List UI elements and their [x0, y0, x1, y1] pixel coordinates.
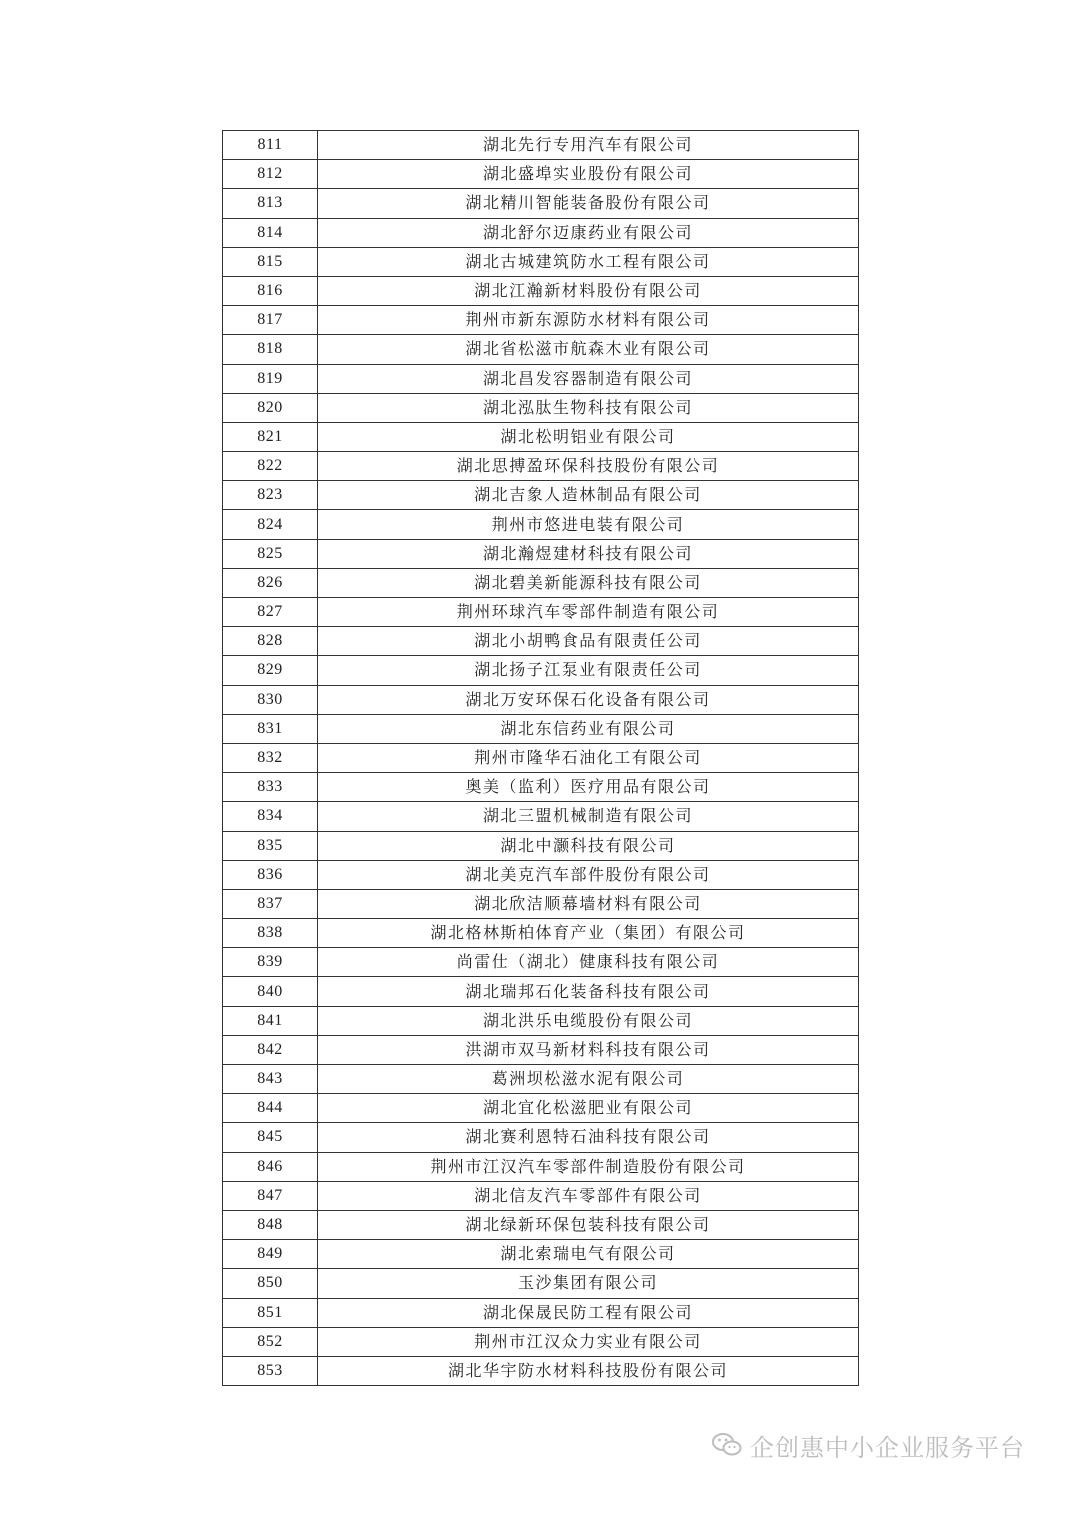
row-number: 832 [223, 743, 318, 772]
table-row [223, 539, 859, 568]
row-number: 826 [223, 568, 318, 597]
company-name: 湖北三盟机械制造有限公司 [318, 802, 859, 831]
table-row [223, 1269, 859, 1298]
company-name: 湖北先行专用汽车有限公司 [318, 131, 859, 160]
row-number: 824 [223, 510, 318, 539]
company-name: 荆州环球汽车零部件制造有限公司 [318, 598, 859, 627]
watermark [712, 1430, 1025, 1460]
company-name: 荆州市江汉众力实业有限公司 [318, 1327, 859, 1356]
table-row [223, 1327, 859, 1356]
company-name: 湖北古城建筑防水工程有限公司 [318, 247, 859, 276]
company-name: 湖北赛利恩特石油科技有限公司 [318, 1123, 859, 1152]
row-number: 835 [223, 831, 318, 860]
table-row [223, 364, 859, 393]
row-number: 820 [223, 393, 318, 422]
table-row [223, 422, 859, 451]
company-name: 湖北瀚煜建材科技有限公司 [318, 539, 859, 568]
table-row [223, 160, 859, 189]
table-row [223, 247, 859, 276]
table-row [223, 598, 859, 627]
company-name: 湖北思搏盈环保科技股份有限公司 [318, 452, 859, 481]
table-body [223, 131, 859, 1386]
row-number: 851 [223, 1298, 318, 1327]
company-name: 湖北江瀚新材料股份有限公司 [318, 276, 859, 305]
table-row [223, 510, 859, 539]
row-number: 819 [223, 364, 318, 393]
table-row [223, 218, 859, 247]
table-row [223, 306, 859, 335]
company-list-table [222, 130, 859, 1386]
company-name: 湖北绿新环保包装科技有限公司 [318, 1210, 859, 1239]
table-row [223, 131, 859, 160]
row-number: 812 [223, 160, 318, 189]
table-row [223, 743, 859, 772]
company-name: 湖北索瑞电气有限公司 [318, 1240, 859, 1269]
company-name: 湖北瑞邦石化装备科技有限公司 [318, 977, 859, 1006]
table-row [223, 714, 859, 743]
table-row [223, 627, 859, 656]
table-row [223, 335, 859, 364]
company-name: 洪湖市双马新材料科技有限公司 [318, 1035, 859, 1064]
wechat-icon [712, 1432, 742, 1458]
company-name: 湖北格林斯柏体育产业（集团）有限公司 [318, 919, 859, 948]
table-row [223, 1065, 859, 1094]
row-number: 841 [223, 1006, 318, 1035]
company-name: 湖北泓肽生物科技有限公司 [318, 393, 859, 422]
table-row [223, 1152, 859, 1181]
table-row [223, 1094, 859, 1123]
row-number: 828 [223, 627, 318, 656]
company-name: 湖北吉象人造林制品有限公司 [318, 481, 859, 510]
row-number: 822 [223, 452, 318, 481]
row-number: 842 [223, 1035, 318, 1064]
company-name: 葛洲坝松滋水泥有限公司 [318, 1065, 859, 1094]
table-row [223, 1006, 859, 1035]
row-number: 853 [223, 1356, 318, 1385]
table-row [223, 889, 859, 918]
company-name: 湖北碧美新能源科技有限公司 [318, 568, 859, 597]
table-row [223, 656, 859, 685]
table-row [223, 773, 859, 802]
table-row [223, 977, 859, 1006]
row-number: 834 [223, 802, 318, 831]
company-name: 湖北美克汽车部件股份有限公司 [318, 860, 859, 889]
company-name: 尚雷仕（湖北）健康科技有限公司 [318, 948, 859, 977]
table-row [223, 919, 859, 948]
table-row [223, 1210, 859, 1239]
row-number: 831 [223, 714, 318, 743]
row-number: 827 [223, 598, 318, 627]
table-row [223, 452, 859, 481]
row-number: 847 [223, 1181, 318, 1210]
row-number: 830 [223, 685, 318, 714]
company-name: 湖北中灏科技有限公司 [318, 831, 859, 860]
company-name: 湖北东信药业有限公司 [318, 714, 859, 743]
row-number: 845 [223, 1123, 318, 1152]
company-name: 湖北万安环保石化设备有限公司 [318, 685, 859, 714]
table-row [223, 948, 859, 977]
row-number: 846 [223, 1152, 318, 1181]
row-number: 821 [223, 422, 318, 451]
company-name: 湖北松明铝业有限公司 [318, 422, 859, 451]
table-row [223, 393, 859, 422]
company-name: 荆州市江汉汽车零部件制造股份有限公司 [318, 1152, 859, 1181]
row-number: 818 [223, 335, 318, 364]
company-name: 湖北宜化松滋肥业有限公司 [318, 1094, 859, 1123]
company-name: 湖北舒尔迈康药业有限公司 [318, 218, 859, 247]
row-number: 814 [223, 218, 318, 247]
company-name: 湖北保晟民防工程有限公司 [318, 1298, 859, 1327]
company-name: 湖北昌发容器制造有限公司 [318, 364, 859, 393]
company-name: 湖北盛埠实业股份有限公司 [318, 160, 859, 189]
table-row [223, 189, 859, 218]
table-row [223, 1240, 859, 1269]
company-name: 玉沙集团有限公司 [318, 1269, 859, 1298]
row-number: 848 [223, 1210, 318, 1239]
table-row [223, 1123, 859, 1152]
row-number: 811 [223, 131, 318, 160]
company-name: 湖北精川智能装备股份有限公司 [318, 189, 859, 218]
row-number: 833 [223, 773, 318, 802]
row-number: 850 [223, 1269, 318, 1298]
row-number: 836 [223, 860, 318, 889]
table-row [223, 481, 859, 510]
table-row [223, 568, 859, 597]
table-row [223, 685, 859, 714]
row-number: 829 [223, 656, 318, 685]
company-name: 湖北洪乐电缆股份有限公司 [318, 1006, 859, 1035]
table-row [223, 831, 859, 860]
row-number: 843 [223, 1065, 318, 1094]
table-row [223, 276, 859, 305]
row-number: 852 [223, 1327, 318, 1356]
row-number: 817 [223, 306, 318, 335]
table-row [223, 1298, 859, 1327]
company-name: 湖北华宇防水材料科技股份有限公司 [318, 1356, 859, 1385]
watermark-text: 企创惠中小企业服务平台 [750, 1433, 1025, 1462]
row-number: 837 [223, 889, 318, 918]
table-row [223, 1181, 859, 1210]
company-name: 荆州市隆华石油化工有限公司 [318, 743, 859, 772]
row-number: 823 [223, 481, 318, 510]
company-name: 奥美（监利）医疗用品有限公司 [318, 773, 859, 802]
company-name: 湖北信友汽车零部件有限公司 [318, 1181, 859, 1210]
row-number: 813 [223, 189, 318, 218]
row-number: 838 [223, 919, 318, 948]
company-name: 湖北小胡鸭食品有限责任公司 [318, 627, 859, 656]
table-row [223, 802, 859, 831]
table-row [223, 1356, 859, 1385]
row-number: 840 [223, 977, 318, 1006]
row-number: 815 [223, 247, 318, 276]
company-name: 湖北省松滋市航森木业有限公司 [318, 335, 859, 364]
company-name: 荆州市悠进电装有限公司 [318, 510, 859, 539]
company-name: 荆州市新东源防水材料有限公司 [318, 306, 859, 335]
table-row [223, 1035, 859, 1064]
row-number: 816 [223, 276, 318, 305]
row-number: 825 [223, 539, 318, 568]
row-number: 849 [223, 1240, 318, 1269]
company-name: 湖北扬子江泵业有限责任公司 [318, 656, 859, 685]
company-name: 湖北欣洁顺幕墙材料有限公司 [318, 889, 859, 918]
row-number: 839 [223, 948, 318, 977]
row-number: 844 [223, 1094, 318, 1123]
table-row [223, 860, 859, 889]
